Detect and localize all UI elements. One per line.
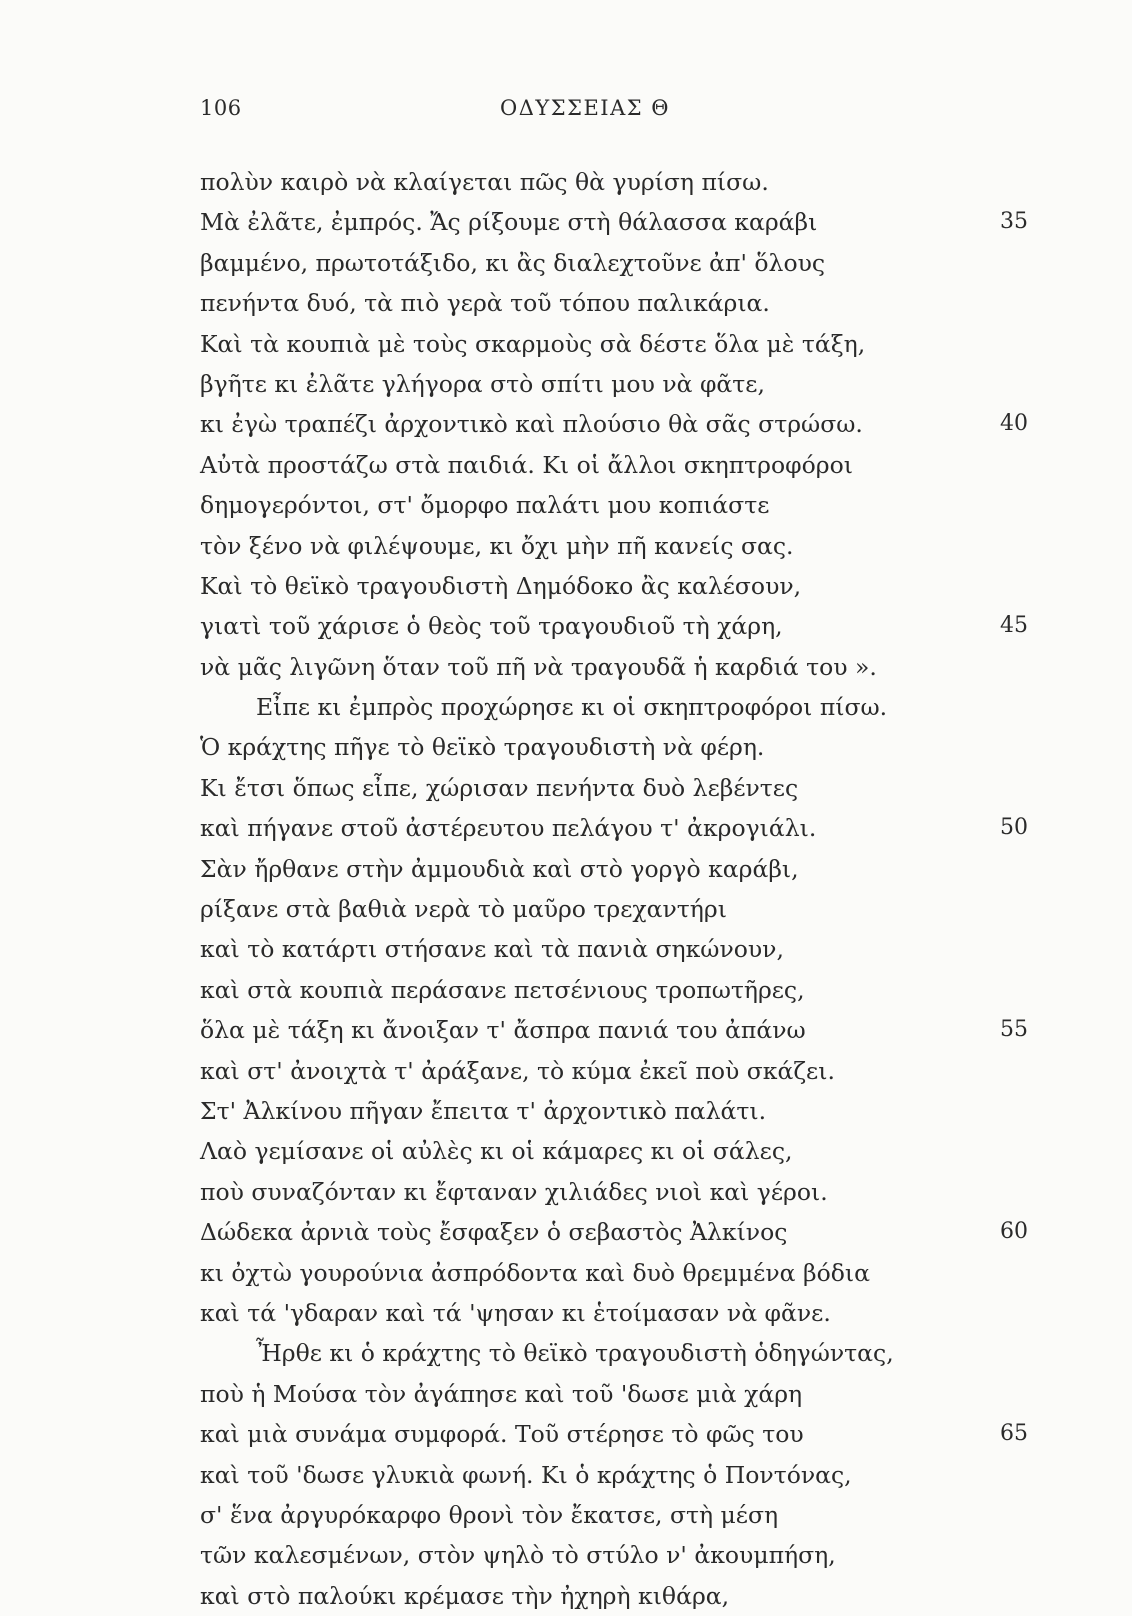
verse-line: [200, 1374, 1032, 1414]
verse-line: [200, 808, 1032, 848]
verse-text: καὶ τά 'γδαραν καὶ τά 'ψησαν κι ἑτοίμασαν νὰ φᾶνε.: [200, 1298, 831, 1327]
verse-text: βαμμένο, πρωτοτάξιδο, κι ἂς διαλεχτοῦνε ἀπ' ὅλους: [200, 248, 826, 277]
verse-line: [200, 1091, 1032, 1131]
verse-line: [200, 1051, 1032, 1091]
verse-text: τῶν καλεσμένων, στὸν ψηλὸ τὸ στύλο ν' ἀκουμπήση,: [200, 1541, 836, 1570]
verse-text: κι ἐγὼ τραπέζι ἀρχοντικὸ καὶ πλούσιο θὰ σᾶς στρώσω.: [200, 410, 863, 439]
verse-line: [200, 283, 1032, 323]
verse-text: καὶ μιὰ συνάμα συμφορά. Τοῦ στέρησε τὸ φῶς του: [200, 1420, 804, 1449]
verse-text: σ' ἕνα ἀργυρόκαρφο θρονὶ τὸν ἔκατσε, στὴ μέση: [200, 1500, 779, 1529]
verse-line: [200, 727, 1032, 767]
verse-line: [200, 404, 1032, 444]
verse-line: [200, 647, 1032, 687]
verse-text: καὶ στὰ κουπιὰ περάσανε πετσένιους τροπωτῆρες,: [200, 975, 805, 1004]
verse-text: καὶ τὸ κατάρτι στήσανε καὶ τὰ πανιὰ σηκώνουν,: [200, 935, 784, 964]
verse-line: [200, 162, 1032, 202]
verse-text: τὸν ξένο νὰ φιλέψουμε, κι ὄχι μὴν πῆ κανείς σας.: [200, 531, 794, 560]
verse-line: [200, 202, 1032, 242]
verse-text: γιατὶ τοῦ χάρισε ὁ θεὸς τοῦ τραγουδιοῦ τὴ χάρη,: [200, 612, 783, 641]
verse-text: κι ὀχτὼ γουρούνια ἀσπρόδοντα καὶ δυὸ θρεμμένα βόδια: [200, 1258, 870, 1287]
verse-text: Σὰν ἤρθανε στὴν ἀμμουδιὰ καὶ στὸ γοργὸ καράβι,: [200, 854, 799, 883]
verse-text: ποὺ συναζόνταν κι ἔφταναν χιλιάδες νιοὶ καὶ γέροι.: [200, 1177, 828, 1206]
verse-line: [200, 1414, 1032, 1454]
verse-text: Ἦρθε κι ὁ κράχτης τὸ θεϊκὸ τραγουδιστὴ ὁδηγώντας,: [256, 1339, 894, 1368]
verse-line: [200, 324, 1032, 364]
verse-line: [200, 526, 1032, 566]
verse-text: Εἶπε κι ἐμπρὸς προχώρησε κι οἱ σκηπτροφόροι πίσω.: [256, 693, 888, 722]
verse-text: Αὐτὰ προστάζω στὰ παιδιά. Κι οἱ ἄλλοι σκηπτροφόροι: [200, 450, 853, 479]
verse-text: ρίξανε στὰ βαθιὰ νερὰ τὸ μαῦρο τρεχαντήρι: [200, 895, 727, 924]
verse-text: Κι ἔτσι ὅπως εἶπε, χώρισαν πενήντα δυὸ λεβέντες: [200, 773, 799, 802]
verse-text: Μὰ ἐλᾶτε, ἐμπρός. Ἄς ρίξουμε στὴ θάλασσα καράβι: [200, 208, 818, 237]
line-number: 35: [1000, 209, 1028, 235]
verse-line: [200, 1333, 1032, 1373]
verse-text: Ὁ κράχτης πῆγε τὸ θεϊκὸ τραγουδιστὴ νὰ φέρη.: [200, 733, 765, 762]
verse-line: [200, 445, 1032, 485]
verse-text: Καὶ τὸ θεϊκὸ τραγουδιστὴ Δημόδοκο ἂς καλέσουν,: [200, 571, 802, 600]
line-number: 40: [1000, 411, 1028, 437]
verse-line: [200, 768, 1032, 808]
line-number: 65: [1000, 1421, 1028, 1447]
verse-text: Δώδεκα ἀρνιὰ τοὺς ἔσφαξεν ὁ σεβαστὸς Ἀλκίνος: [200, 1218, 788, 1247]
verse-line: [200, 1455, 1032, 1495]
verse-text: νὰ μᾶς λιγῶνη ὅταν τοῦ πῆ νὰ τραγουδᾶ ἡ καρδιά του ».: [200, 652, 877, 681]
verse-line: [200, 1535, 1032, 1575]
verse-text: καὶ στὸ παλούκι κρέμασε τὴν ἠχηρὴ κιθάρα,: [200, 1581, 730, 1610]
page-number: 106: [200, 96, 242, 120]
verse-line: [200, 606, 1032, 646]
verse-line: [200, 929, 1032, 969]
verse-line: [200, 1131, 1032, 1171]
page-header: [0, 96, 1132, 136]
verse-line: [200, 364, 1032, 404]
verse-line: [200, 485, 1032, 525]
verse-line: [200, 849, 1032, 889]
line-number: 50: [1000, 815, 1028, 841]
line-number: 45: [1000, 613, 1028, 639]
verse-line: [200, 970, 1032, 1010]
verse-line: [200, 1212, 1032, 1252]
verse-line: [200, 1576, 1032, 1616]
line-number: 60: [1000, 1219, 1028, 1245]
verse-line: [200, 1495, 1032, 1535]
verse-line: [200, 1293, 1032, 1333]
verse-text: καὶ στ' ἀνοιχτὰ τ' ἀράξανε, τὸ κύμα ἐκεῖ ποὺ σκάζει.: [200, 1056, 835, 1085]
running-title: ΟΔΥΣΣΕΙΑΣ Θ: [500, 96, 670, 120]
verse-text: ὅλα μὲ τάξη κι ἄνοιξαν τ' ἄσπρα πανιά του ἀπάνω: [200, 1016, 806, 1045]
verse-text: Στ' Ἀλκίνου πῆγαν ἔπειτα τ' ἀρχοντικὸ παλάτι.: [200, 1096, 767, 1125]
verse-text: πολὺν καιρὸ νὰ κλαίγεται πῶς θὰ γυρίση πίσω.: [200, 168, 769, 196]
verse-line: [200, 243, 1032, 283]
verse-text: πενήντα δυό, τὰ πιὸ γερὰ τοῦ τόπου παλικάρια.: [200, 289, 770, 318]
verse-line: [200, 1253, 1032, 1293]
verse-block: [200, 162, 1032, 1616]
verse-line: [200, 566, 1032, 606]
verse-text: δημογερόντοι, στ' ὄμορφο παλάτι μου κοπιάστε: [200, 491, 770, 520]
verse-line: [200, 1172, 1032, 1212]
line-number: 55: [1000, 1017, 1028, 1043]
verse-text: Καὶ τὰ κουπιὰ μὲ τοὺς σκαρμοὺς σὰ δέστε ὅλα μὲ τάξη,: [200, 329, 866, 358]
verse-text: βγῆτε κι ἐλᾶτε γλήγορα στὸ σπίτι μου νὰ φᾶτε,: [200, 369, 765, 398]
verse-text: καὶ πήγανε στοῦ ἀστέρευτου πελάγου τ' ἀκρογιάλι.: [200, 814, 817, 843]
verse-line: [200, 889, 1032, 929]
verse-line: [200, 1010, 1032, 1050]
verse-line: [200, 687, 1032, 727]
verse-text: ποὺ ἡ Μούσα τὸν ἀγάπησε καὶ τοῦ 'δωσε μιὰ χάρη: [200, 1379, 803, 1408]
verse-text: καὶ τοῦ 'δωσε γλυκιὰ φωνή. Κι ὁ κράχτης ὁ Ποντόνας,: [200, 1460, 852, 1489]
verse-text: Λαὸ γεμίσανε οἱ αὐλὲς κι οἱ κάμαρες κι οἱ σάλες,: [200, 1137, 793, 1166]
